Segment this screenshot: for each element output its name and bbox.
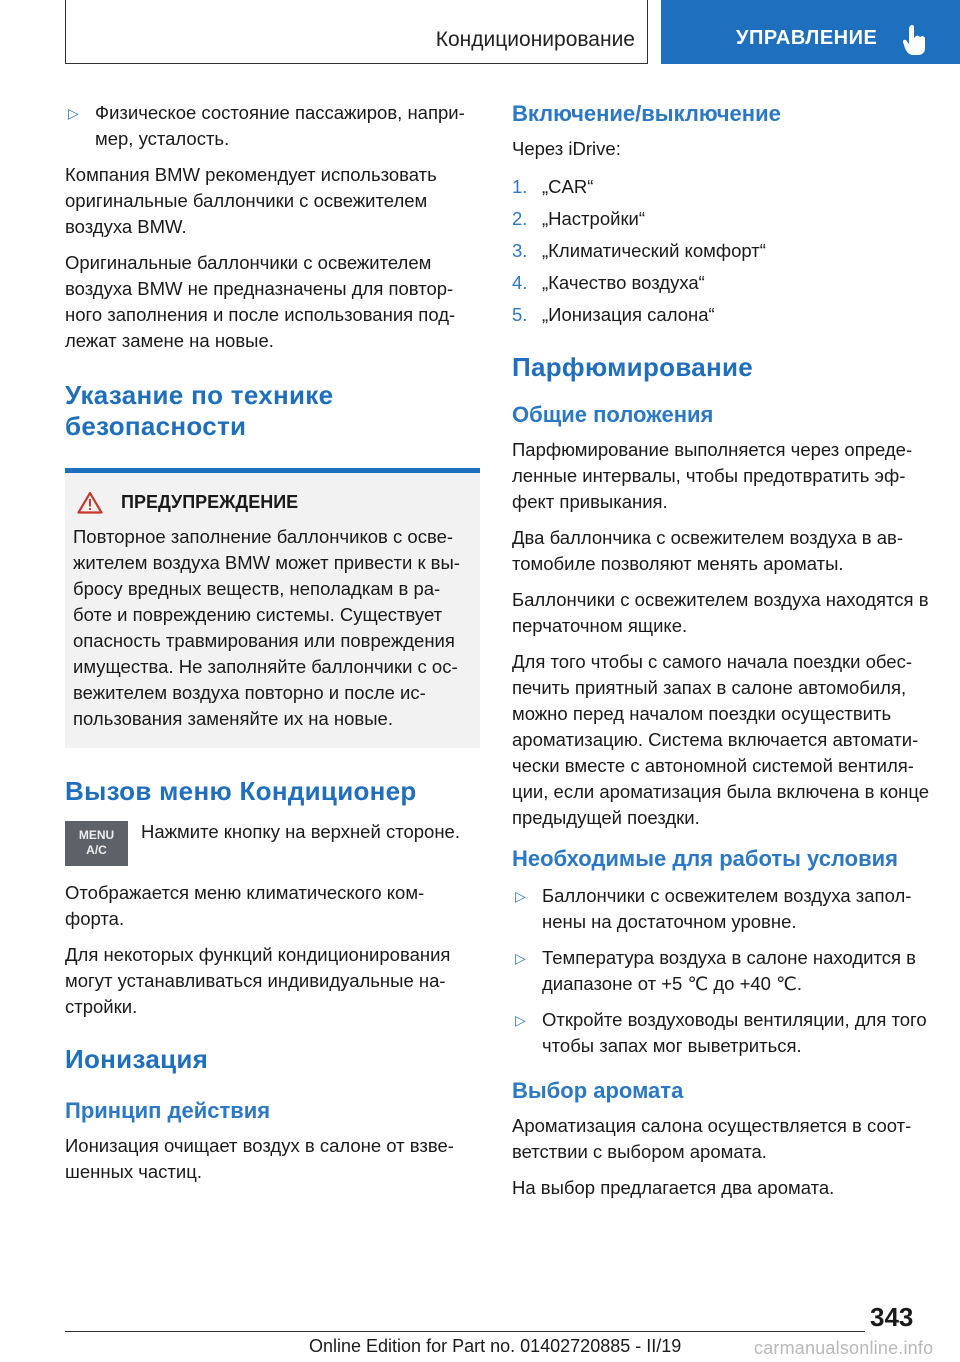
list-item xyxy=(512,1007,932,1059)
step-number: 1. xyxy=(512,176,528,197)
paragraph: Ароматизация салона осуществляется в соот-ветствии с выбором аромата. xyxy=(512,1115,912,1162)
warning-title-row xyxy=(73,491,472,514)
list-item xyxy=(512,208,932,230)
warning-title: ПРЕДУПРЕЖДЕНИЕ xyxy=(121,492,299,512)
menu-instruction: Нажмите кнопку на верхней стороне. xyxy=(141,821,460,842)
bullet-text: Физическое состояние пассажиров, напри-мер, усталость. xyxy=(95,102,465,149)
bullet-text: Откройте воздуховоды вентиляции, для того чтобы запах мог выветриться. xyxy=(542,1009,927,1056)
paragraph: Оригинальные баллончики с освежителем воздуха BMW не предназначены для повтор-ного заполнения и после использования под-лежат замене на новые. xyxy=(65,252,456,351)
triangle-bullet-icon: ▷ xyxy=(68,105,79,121)
step-text: „CAR“ xyxy=(542,176,594,197)
step-text: „Настройки“ xyxy=(542,208,646,229)
aroma-heading: Выбор аромата xyxy=(512,1078,684,1103)
watermark: carmanualsonline.info xyxy=(754,1338,934,1358)
safety-heading: Указание по технике безопасности xyxy=(65,380,334,441)
list-item xyxy=(512,272,932,294)
menu-button-line1: MENU xyxy=(78,828,115,842)
principle-heading: Принцип действия xyxy=(65,1098,271,1123)
perfume-heading: Парфюмирование xyxy=(512,352,754,382)
step-number: 5. xyxy=(512,304,528,325)
page-number: 343 xyxy=(870,1302,914,1332)
right-column xyxy=(512,100,932,1211)
bullet-text: Баллончики с освежителем воздуха запол-нены на достаточном уровне. xyxy=(542,885,912,932)
step-number: 2. xyxy=(512,208,528,229)
conditions-heading: Необходимые для работы условия xyxy=(512,846,898,871)
bullet-text: Температура воздуха в салоне находится в диапазоне от +5 ℃ до +40 ℃. xyxy=(542,947,916,994)
step-number: 4. xyxy=(512,272,528,293)
paragraph: Два баллончика с освежителем воздуха в ав-томобиле позволяют менять ароматы. xyxy=(512,527,904,574)
step-text: „Ионизация салона“ xyxy=(542,304,715,325)
menu-ac-button-icon xyxy=(65,821,128,866)
paragraph: Парфюмирование выполняется через опреде-ленные интервалы, чтобы предотвратить эф-фект привыкания. xyxy=(512,439,913,512)
footer-edition: Online Edition for Part no. 01402720885 - II/19 xyxy=(309,1336,682,1356)
warning-text: Повторное заполнение баллончиков с осве-жителем воздуха BMW может привести к вы-бросу вредных веществ, неполадкам в ра-боте и повреждению системы. Существует опасность травмирования или повреждения имущества. Не заполняйте баллончики с ос-вежителем воздуха повторно и после ис-пользования заменяйте их на новые. xyxy=(73,526,460,729)
step-number: 3. xyxy=(512,240,528,261)
list-item xyxy=(512,176,932,198)
paragraph: На выбор предлагается два аромата. xyxy=(512,1177,835,1198)
menu-heading: Вызов меню Кондиционер xyxy=(65,776,417,806)
paragraph: Для некоторых функций кондиционирования могут устанавливаться индивидуальные на-стройки. xyxy=(65,944,451,1017)
paragraph: Ионизация очищает воздух в салоне от взве-шенных частиц. xyxy=(65,1135,454,1182)
step-text: „Качество воздуха“ xyxy=(542,272,705,293)
warning-triangle-icon xyxy=(77,491,103,514)
warning-box xyxy=(65,468,480,748)
paragraph: Через iDrive: xyxy=(512,138,621,159)
paragraph: Компания BMW рекомендует использовать оригинальные баллончики с освежителем воздуха BMW. xyxy=(65,164,437,237)
hand-pointer-icon xyxy=(901,24,927,56)
header-section-title: Кондиционирование xyxy=(435,28,635,51)
list-item xyxy=(512,240,932,262)
footer-divider xyxy=(65,1331,865,1332)
step-text: „Климатический комфорт“ xyxy=(542,240,766,261)
ionization-heading: Ионизация xyxy=(65,1044,209,1074)
triangle-bullet-icon: ▷ xyxy=(515,1012,526,1028)
onoff-heading: Включение/выключение xyxy=(512,101,781,126)
list-item xyxy=(512,304,932,326)
triangle-bullet-icon: ▷ xyxy=(515,888,526,904)
paragraph: Для того чтобы с самого начала поездки обес-печить приятный запах в салоне автомобиля, можно перед началом поездки осуществить ароматизацию. Система включается автомати-чески вместе с автономной системой вентиля-ции, если ароматизация была включена в конце предыдущей поездки. xyxy=(512,651,930,828)
header-chapter-label: УПРАВЛЕНИЕ xyxy=(736,27,878,49)
paragraph: Баллончики с освежителем воздуха находятся в перчаточном ящике. xyxy=(512,589,929,636)
menu-button-row xyxy=(65,821,480,866)
list-item xyxy=(512,945,932,997)
menu-button-line2: A/C xyxy=(86,843,107,857)
left-column xyxy=(65,100,480,1195)
header-section-box xyxy=(65,0,648,64)
list-item xyxy=(512,883,932,935)
paragraph: Отображается меню климатического ком-форта. xyxy=(65,882,425,929)
list-item xyxy=(65,100,480,152)
triangle-bullet-icon: ▷ xyxy=(515,950,526,966)
header-chapter-tab xyxy=(661,0,960,64)
general-heading: Общие положения xyxy=(512,402,714,427)
